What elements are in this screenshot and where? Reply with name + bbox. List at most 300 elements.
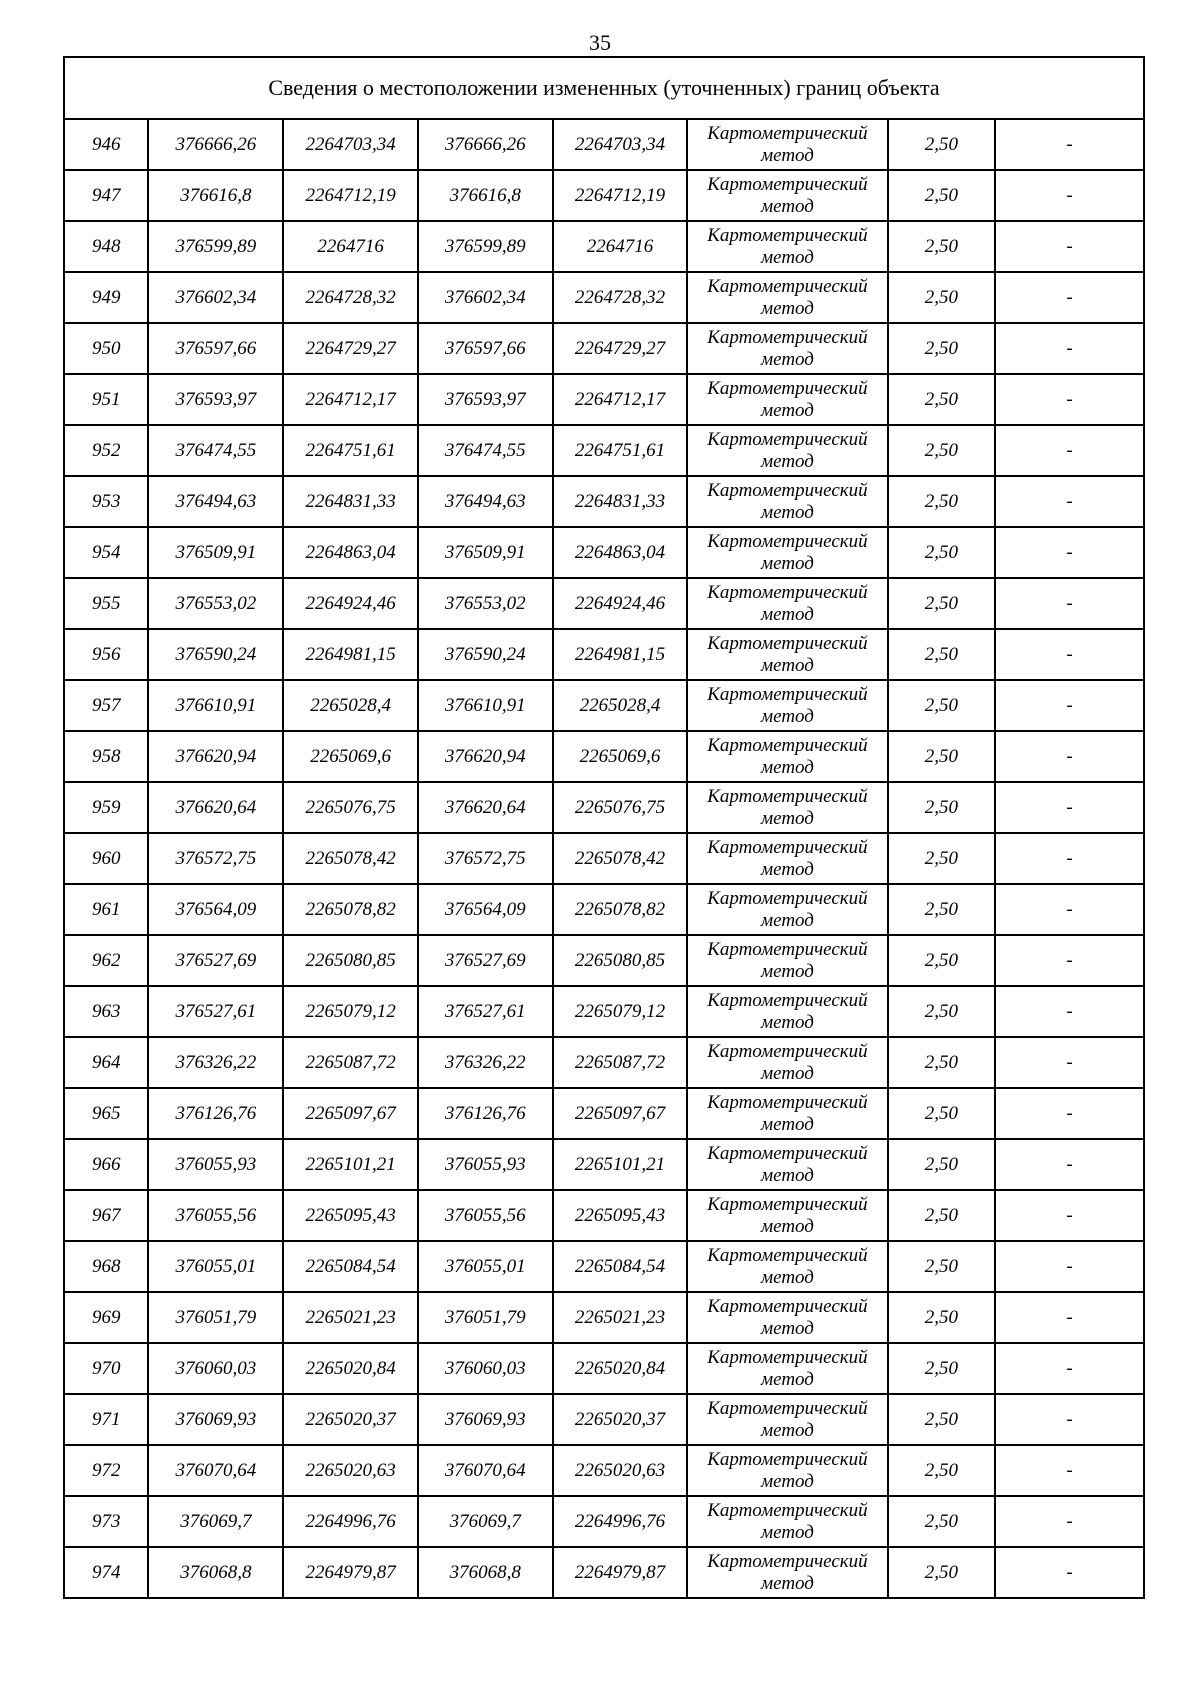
description-cell: - bbox=[995, 374, 1144, 425]
method-line-2: метод bbox=[761, 552, 814, 574]
accuracy-cell: 2,50 bbox=[888, 1190, 996, 1241]
y-existing-cell: 2265076,75 bbox=[283, 782, 418, 833]
method-cell bbox=[687, 1445, 887, 1496]
x-refined-cell: 376553,02 bbox=[418, 578, 553, 629]
method-line-1: Картометрический bbox=[707, 1142, 868, 1164]
boundary-table bbox=[63, 56, 1145, 1599]
y-refined-cell: 2264831,33 bbox=[553, 476, 688, 527]
method-line-1: Картометрический bbox=[707, 887, 868, 909]
point-number-cell: 969 bbox=[64, 1292, 148, 1343]
accuracy-cell: 2,50 bbox=[888, 833, 996, 884]
point-number-cell: 956 bbox=[64, 629, 148, 680]
y-refined-cell: 2265028,4 bbox=[553, 680, 688, 731]
x-existing-cell: 376590,24 bbox=[148, 629, 283, 680]
point-number-cell: 950 bbox=[64, 323, 148, 374]
method-line-2: метод bbox=[761, 858, 814, 880]
table-row bbox=[64, 323, 1144, 374]
table-row bbox=[64, 1037, 1144, 1088]
method-cell bbox=[687, 476, 887, 527]
x-existing-cell: 376060,03 bbox=[148, 1343, 283, 1394]
y-existing-cell: 2265084,54 bbox=[283, 1241, 418, 1292]
description-cell: - bbox=[995, 1394, 1144, 1445]
method-line-2: метод bbox=[761, 144, 814, 166]
y-refined-cell: 2265080,85 bbox=[553, 935, 688, 986]
y-existing-cell: 2265097,67 bbox=[283, 1088, 418, 1139]
y-refined-cell: 2265079,12 bbox=[553, 986, 688, 1037]
method-cell bbox=[687, 119, 887, 170]
x-refined-cell: 376597,66 bbox=[418, 323, 553, 374]
method-cell bbox=[687, 1139, 887, 1190]
x-refined-cell: 376620,94 bbox=[418, 731, 553, 782]
description-cell: - bbox=[995, 1190, 1144, 1241]
method-line-1: Картометрический bbox=[707, 326, 868, 348]
x-refined-cell: 376527,61 bbox=[418, 986, 553, 1037]
y-refined-cell: 2265020,63 bbox=[553, 1445, 688, 1496]
accuracy-cell: 2,50 bbox=[888, 1496, 996, 1547]
method-line-1: Картометрический bbox=[707, 785, 868, 807]
point-number-cell: 972 bbox=[64, 1445, 148, 1496]
x-existing-cell: 376494,63 bbox=[148, 476, 283, 527]
description-cell: - bbox=[995, 1241, 1144, 1292]
x-refined-cell: 376610,91 bbox=[418, 680, 553, 731]
description-cell: - bbox=[995, 1139, 1144, 1190]
point-number-cell: 974 bbox=[64, 1547, 148, 1598]
accuracy-cell: 2,50 bbox=[888, 986, 996, 1037]
accuracy-cell: 2,50 bbox=[888, 1292, 996, 1343]
x-existing-cell: 376620,94 bbox=[148, 731, 283, 782]
x-existing-cell: 376597,66 bbox=[148, 323, 283, 374]
accuracy-cell: 2,50 bbox=[888, 680, 996, 731]
point-number-cell: 946 bbox=[64, 119, 148, 170]
method-line-2: метод bbox=[761, 909, 814, 931]
method-line-2: метод bbox=[761, 1368, 814, 1390]
method-line-1: Картометрический bbox=[707, 1040, 868, 1062]
point-number-cell: 954 bbox=[64, 527, 148, 578]
method-cell bbox=[687, 1292, 887, 1343]
y-existing-cell: 2265020,84 bbox=[283, 1343, 418, 1394]
x-existing-cell: 376055,01 bbox=[148, 1241, 283, 1292]
accuracy-cell: 2,50 bbox=[888, 1445, 996, 1496]
y-existing-cell: 2264996,76 bbox=[283, 1496, 418, 1547]
method-line-2: метод bbox=[761, 399, 814, 421]
accuracy-cell: 2,50 bbox=[888, 476, 996, 527]
x-refined-cell: 376326,22 bbox=[418, 1037, 553, 1088]
table-row bbox=[64, 527, 1144, 578]
method-cell bbox=[687, 323, 887, 374]
x-refined-cell: 376126,76 bbox=[418, 1088, 553, 1139]
accuracy-cell: 2,50 bbox=[888, 170, 996, 221]
y-existing-cell: 2265020,63 bbox=[283, 1445, 418, 1496]
x-existing-cell: 376069,7 bbox=[148, 1496, 283, 1547]
method-line-1: Картометрический bbox=[707, 1499, 868, 1521]
x-existing-cell: 376070,64 bbox=[148, 1445, 283, 1496]
x-refined-cell: 376051,79 bbox=[418, 1292, 553, 1343]
description-cell: - bbox=[995, 578, 1144, 629]
method-cell bbox=[687, 425, 887, 476]
accuracy-cell: 2,50 bbox=[888, 629, 996, 680]
x-refined-cell: 376527,69 bbox=[418, 935, 553, 986]
method-cell bbox=[687, 884, 887, 935]
y-refined-cell: 2265020,84 bbox=[553, 1343, 688, 1394]
method-cell bbox=[687, 374, 887, 425]
table-row bbox=[64, 884, 1144, 935]
method-line-2: метод bbox=[761, 1266, 814, 1288]
method-line-2: метод bbox=[761, 1164, 814, 1186]
accuracy-cell: 2,50 bbox=[888, 578, 996, 629]
y-existing-cell: 2265021,23 bbox=[283, 1292, 418, 1343]
y-existing-cell: 2264751,61 bbox=[283, 425, 418, 476]
accuracy-cell: 2,50 bbox=[888, 119, 996, 170]
x-refined-cell: 376068,8 bbox=[418, 1547, 553, 1598]
description-cell: - bbox=[995, 629, 1144, 680]
method-line-2: метод bbox=[761, 1317, 814, 1339]
table-row bbox=[64, 1547, 1144, 1598]
y-refined-cell: 2265097,67 bbox=[553, 1088, 688, 1139]
table-row bbox=[64, 935, 1144, 986]
method-line-1: Картометрический bbox=[707, 938, 868, 960]
accuracy-cell: 2,50 bbox=[888, 221, 996, 272]
accuracy-cell: 2,50 bbox=[888, 527, 996, 578]
method-line-2: метод bbox=[761, 1470, 814, 1492]
x-refined-cell: 376666,26 bbox=[418, 119, 553, 170]
accuracy-cell: 2,50 bbox=[888, 323, 996, 374]
description-cell: - bbox=[995, 272, 1144, 323]
accuracy-cell: 2,50 bbox=[888, 272, 996, 323]
table-title: Сведения о местоположении измененных (уточненных) границ объекта bbox=[64, 57, 1144, 119]
table-row bbox=[64, 578, 1144, 629]
y-refined-cell: 2265078,42 bbox=[553, 833, 688, 884]
x-refined-cell: 376474,55 bbox=[418, 425, 553, 476]
description-cell: - bbox=[995, 119, 1144, 170]
method-cell bbox=[687, 986, 887, 1037]
x-existing-cell: 376126,76 bbox=[148, 1088, 283, 1139]
point-number-cell: 949 bbox=[64, 272, 148, 323]
table-row bbox=[64, 1343, 1144, 1394]
method-line-2: метод bbox=[761, 195, 814, 217]
x-existing-cell: 376051,79 bbox=[148, 1292, 283, 1343]
method-line-2: метод bbox=[761, 450, 814, 472]
table-row bbox=[64, 833, 1144, 884]
point-number-cell: 959 bbox=[64, 782, 148, 833]
point-number-cell: 947 bbox=[64, 170, 148, 221]
description-cell: - bbox=[995, 833, 1144, 884]
method-line-2: метод bbox=[761, 246, 814, 268]
point-number-cell: 961 bbox=[64, 884, 148, 935]
x-refined-cell: 376593,97 bbox=[418, 374, 553, 425]
y-refined-cell: 2265095,43 bbox=[553, 1190, 688, 1241]
table-row bbox=[64, 1088, 1144, 1139]
method-line-1: Картометрический bbox=[707, 275, 868, 297]
y-refined-cell: 2264712,17 bbox=[553, 374, 688, 425]
method-line-1: Картометрический bbox=[707, 224, 868, 246]
x-refined-cell: 376055,56 bbox=[418, 1190, 553, 1241]
table-title-row bbox=[64, 57, 1144, 119]
accuracy-cell: 2,50 bbox=[888, 374, 996, 425]
method-line-2: метод bbox=[761, 1113, 814, 1135]
x-existing-cell: 376553,02 bbox=[148, 578, 283, 629]
method-line-2: метод bbox=[761, 705, 814, 727]
point-number-cell: 955 bbox=[64, 578, 148, 629]
y-existing-cell: 2265069,6 bbox=[283, 731, 418, 782]
method-cell bbox=[687, 170, 887, 221]
x-existing-cell: 376616,8 bbox=[148, 170, 283, 221]
method-line-2: метод bbox=[761, 654, 814, 676]
accuracy-cell: 2,50 bbox=[888, 425, 996, 476]
y-existing-cell: 2264863,04 bbox=[283, 527, 418, 578]
y-existing-cell: 2264979,87 bbox=[283, 1547, 418, 1598]
point-number-cell: 962 bbox=[64, 935, 148, 986]
method-cell bbox=[687, 1190, 887, 1241]
method-line-1: Картометрический bbox=[707, 1448, 868, 1470]
table-row bbox=[64, 1496, 1144, 1547]
table-row bbox=[64, 425, 1144, 476]
method-line-1: Картометрический bbox=[707, 1550, 868, 1572]
y-existing-cell: 2265101,21 bbox=[283, 1139, 418, 1190]
x-refined-cell: 376509,91 bbox=[418, 527, 553, 578]
method-cell bbox=[687, 629, 887, 680]
accuracy-cell: 2,50 bbox=[888, 1037, 996, 1088]
table-row bbox=[64, 1139, 1144, 1190]
method-line-2: метод bbox=[761, 603, 814, 625]
method-line-2: метод bbox=[761, 807, 814, 829]
method-cell bbox=[687, 731, 887, 782]
y-refined-cell: 2264728,32 bbox=[553, 272, 688, 323]
y-existing-cell: 2264728,32 bbox=[283, 272, 418, 323]
y-refined-cell: 2265020,37 bbox=[553, 1394, 688, 1445]
description-cell: - bbox=[995, 1547, 1144, 1598]
method-cell bbox=[687, 680, 887, 731]
x-existing-cell: 376509,91 bbox=[148, 527, 283, 578]
x-existing-cell: 376326,22 bbox=[148, 1037, 283, 1088]
x-refined-cell: 376069,93 bbox=[418, 1394, 553, 1445]
y-refined-cell: 2264729,27 bbox=[553, 323, 688, 374]
y-existing-cell: 2264729,27 bbox=[283, 323, 418, 374]
table-row bbox=[64, 1190, 1144, 1241]
point-number-cell: 964 bbox=[64, 1037, 148, 1088]
point-number-cell: 952 bbox=[64, 425, 148, 476]
method-line-1: Картометрический bbox=[707, 530, 868, 552]
accuracy-cell: 2,50 bbox=[888, 884, 996, 935]
method-line-1: Картометрический bbox=[707, 1244, 868, 1266]
y-refined-cell: 2264981,15 bbox=[553, 629, 688, 680]
description-cell: - bbox=[995, 1037, 1144, 1088]
y-refined-cell: 2264863,04 bbox=[553, 527, 688, 578]
point-number-cell: 965 bbox=[64, 1088, 148, 1139]
method-line-1: Картометрический bbox=[707, 836, 868, 858]
table-row bbox=[64, 476, 1144, 527]
method-line-1: Картометрический bbox=[707, 1193, 868, 1215]
table-row bbox=[64, 119, 1144, 170]
y-existing-cell: 2265028,4 bbox=[283, 680, 418, 731]
method-cell bbox=[687, 1088, 887, 1139]
description-cell: - bbox=[995, 425, 1144, 476]
accuracy-cell: 2,50 bbox=[888, 1343, 996, 1394]
page-number: 35 bbox=[589, 30, 611, 55]
method-line-1: Картометрический bbox=[707, 683, 868, 705]
table-row bbox=[64, 1394, 1144, 1445]
y-refined-cell: 2264924,46 bbox=[553, 578, 688, 629]
y-existing-cell: 2265078,82 bbox=[283, 884, 418, 935]
point-number-cell: 958 bbox=[64, 731, 148, 782]
x-refined-cell: 376055,01 bbox=[418, 1241, 553, 1292]
point-number-cell: 973 bbox=[64, 1496, 148, 1547]
x-existing-cell: 376055,93 bbox=[148, 1139, 283, 1190]
method-cell bbox=[687, 1496, 887, 1547]
y-existing-cell: 2264712,19 bbox=[283, 170, 418, 221]
method-cell bbox=[687, 578, 887, 629]
y-existing-cell: 2264924,46 bbox=[283, 578, 418, 629]
description-cell: - bbox=[995, 1292, 1144, 1343]
y-refined-cell: 2265101,21 bbox=[553, 1139, 688, 1190]
x-refined-cell: 376599,89 bbox=[418, 221, 553, 272]
description-cell: - bbox=[995, 884, 1144, 935]
description-cell: - bbox=[995, 680, 1144, 731]
description-cell: - bbox=[995, 1088, 1144, 1139]
table-row bbox=[64, 986, 1144, 1037]
method-line-2: метод bbox=[761, 1419, 814, 1441]
y-refined-cell: 2264712,19 bbox=[553, 170, 688, 221]
point-number-cell: 948 bbox=[64, 221, 148, 272]
method-cell bbox=[687, 935, 887, 986]
table-row bbox=[64, 629, 1144, 680]
x-refined-cell: 376564,09 bbox=[418, 884, 553, 935]
method-line-1: Картометрический bbox=[707, 632, 868, 654]
point-number-cell: 953 bbox=[64, 476, 148, 527]
method-line-1: Картометрический bbox=[707, 173, 868, 195]
x-refined-cell: 376620,64 bbox=[418, 782, 553, 833]
description-cell: - bbox=[995, 731, 1144, 782]
x-existing-cell: 376610,91 bbox=[148, 680, 283, 731]
method-cell bbox=[687, 1343, 887, 1394]
y-existing-cell: 2264716 bbox=[283, 221, 418, 272]
description-cell: - bbox=[995, 323, 1144, 374]
point-number-cell: 967 bbox=[64, 1190, 148, 1241]
method-line-1: Картометрический bbox=[707, 377, 868, 399]
method-cell bbox=[687, 221, 887, 272]
y-refined-cell: 2265076,75 bbox=[553, 782, 688, 833]
y-existing-cell: 2265095,43 bbox=[283, 1190, 418, 1241]
method-line-1: Картометрический bbox=[707, 581, 868, 603]
x-refined-cell: 376602,34 bbox=[418, 272, 553, 323]
x-existing-cell: 376068,8 bbox=[148, 1547, 283, 1598]
method-cell bbox=[687, 1394, 887, 1445]
x-refined-cell: 376069,7 bbox=[418, 1496, 553, 1547]
method-line-1: Картометрический bbox=[707, 1397, 868, 1419]
description-cell: - bbox=[995, 221, 1144, 272]
description-cell: - bbox=[995, 476, 1144, 527]
table-row bbox=[64, 1445, 1144, 1496]
method-cell bbox=[687, 782, 887, 833]
y-existing-cell: 2265080,85 bbox=[283, 935, 418, 986]
x-existing-cell: 376666,26 bbox=[148, 119, 283, 170]
x-existing-cell: 376620,64 bbox=[148, 782, 283, 833]
table-row bbox=[64, 221, 1144, 272]
method-line-2: метод bbox=[761, 1521, 814, 1543]
x-refined-cell: 376572,75 bbox=[418, 833, 553, 884]
method-line-2: метод bbox=[761, 297, 814, 319]
point-number-cell: 957 bbox=[64, 680, 148, 731]
method-line-2: метод bbox=[761, 960, 814, 982]
table-row bbox=[64, 731, 1144, 782]
accuracy-cell: 2,50 bbox=[888, 1088, 996, 1139]
point-number-cell: 963 bbox=[64, 986, 148, 1037]
method-line-1: Картометрический bbox=[707, 1091, 868, 1113]
y-existing-cell: 2264981,15 bbox=[283, 629, 418, 680]
method-cell bbox=[687, 527, 887, 578]
method-line-1: Картометрический bbox=[707, 734, 868, 756]
y-refined-cell: 2264996,76 bbox=[553, 1496, 688, 1547]
method-cell bbox=[687, 1547, 887, 1598]
method-line-2: метод bbox=[761, 1062, 814, 1084]
x-refined-cell: 376590,24 bbox=[418, 629, 553, 680]
y-existing-cell: 2265078,42 bbox=[283, 833, 418, 884]
table-row bbox=[64, 272, 1144, 323]
y-refined-cell: 2264751,61 bbox=[553, 425, 688, 476]
method-line-1: Картометрический bbox=[707, 1346, 868, 1368]
x-refined-cell: 376060,03 bbox=[418, 1343, 553, 1394]
accuracy-cell: 2,50 bbox=[888, 731, 996, 782]
accuracy-cell: 2,50 bbox=[888, 1547, 996, 1598]
x-refined-cell: 376070,64 bbox=[418, 1445, 553, 1496]
x-existing-cell: 376602,34 bbox=[148, 272, 283, 323]
method-line-2: метод bbox=[761, 1215, 814, 1237]
y-refined-cell: 2264979,87 bbox=[553, 1547, 688, 1598]
table-row bbox=[64, 374, 1144, 425]
accuracy-cell: 2,50 bbox=[888, 935, 996, 986]
x-refined-cell: 376616,8 bbox=[418, 170, 553, 221]
method-line-2: метод bbox=[761, 1011, 814, 1033]
x-refined-cell: 376055,93 bbox=[418, 1139, 553, 1190]
x-existing-cell: 376474,55 bbox=[148, 425, 283, 476]
table-row bbox=[64, 1292, 1144, 1343]
point-number-cell: 966 bbox=[64, 1139, 148, 1190]
description-cell: - bbox=[995, 935, 1144, 986]
method-line-2: метод bbox=[761, 348, 814, 370]
method-line-1: Картометрический bbox=[707, 122, 868, 144]
table-row bbox=[64, 1241, 1144, 1292]
method-line-2: метод bbox=[761, 756, 814, 778]
method-cell bbox=[687, 1241, 887, 1292]
description-cell: - bbox=[995, 1496, 1144, 1547]
x-refined-cell: 376494,63 bbox=[418, 476, 553, 527]
y-existing-cell: 2265087,72 bbox=[283, 1037, 418, 1088]
y-refined-cell: 2265069,6 bbox=[553, 731, 688, 782]
method-cell bbox=[687, 1037, 887, 1088]
x-existing-cell: 376564,09 bbox=[148, 884, 283, 935]
point-number-cell: 968 bbox=[64, 1241, 148, 1292]
method-line-1: Картометрический bbox=[707, 1295, 868, 1317]
method-line-1: Картометрический bbox=[707, 428, 868, 450]
description-cell: - bbox=[995, 782, 1144, 833]
y-existing-cell: 2265079,12 bbox=[283, 986, 418, 1037]
y-existing-cell: 2264712,17 bbox=[283, 374, 418, 425]
table-row bbox=[64, 680, 1144, 731]
description-cell: - bbox=[995, 527, 1144, 578]
method-line-2: метод bbox=[761, 1572, 814, 1594]
point-number-cell: 970 bbox=[64, 1343, 148, 1394]
method-cell bbox=[687, 272, 887, 323]
y-existing-cell: 2264703,34 bbox=[283, 119, 418, 170]
y-refined-cell: 2264703,34 bbox=[553, 119, 688, 170]
accuracy-cell: 2,50 bbox=[888, 1139, 996, 1190]
description-cell: - bbox=[995, 986, 1144, 1037]
table-row bbox=[64, 782, 1144, 833]
y-refined-cell: 2265084,54 bbox=[553, 1241, 688, 1292]
accuracy-cell: 2,50 bbox=[888, 782, 996, 833]
x-existing-cell: 376527,61 bbox=[148, 986, 283, 1037]
x-existing-cell: 376572,75 bbox=[148, 833, 283, 884]
point-number-cell: 971 bbox=[64, 1394, 148, 1445]
